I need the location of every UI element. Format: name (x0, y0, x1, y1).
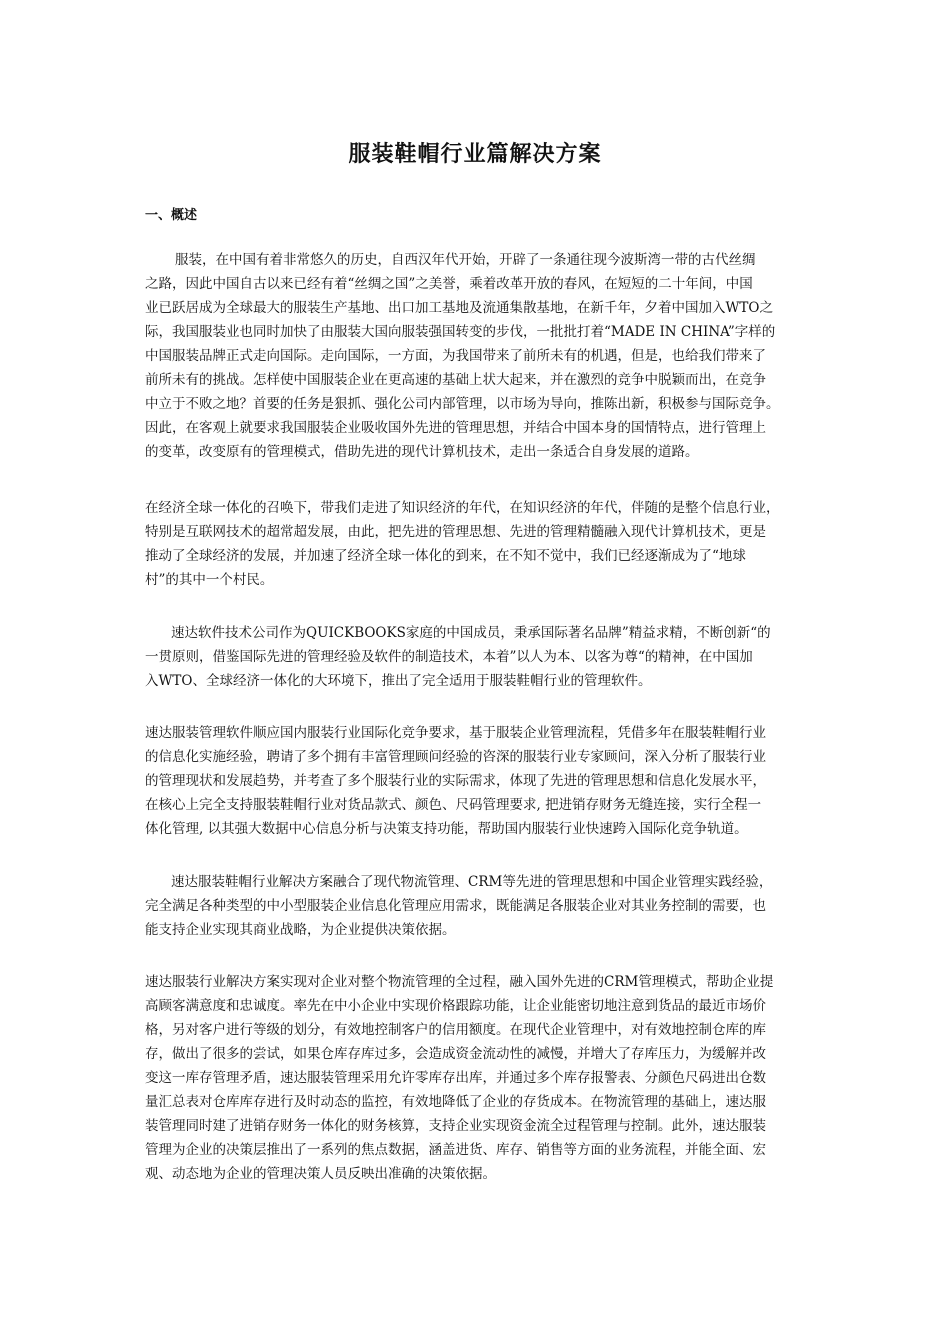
paragraph-line: 高顾客满意度和忠诚度。率先在中小企业中实现价格跟踪功能，让企业能密切地注意到货品的最近市场价 (145, 998, 766, 1014)
paragraph-line: 管理为企业的决策层推出了一系列的焦点数据，涵盖进货、库存、销售等方面的业务流程，并能全面、宏 (145, 1142, 766, 1158)
paragraph-line: 体化管理, 以其强大数据中心信息分析与决策支持功能，帮助国内服装行业快速跨入国际化竞争轨道。 (145, 821, 748, 837)
paragraph-line: 之路，因此中国自古以来已经有着“丝绸之国”之美誉，乘着改革开放的春风，在短短的二十年间，中国 (145, 276, 753, 292)
paragraph-line: 前所未有的挑战。怎样使中国服装企业在更高速的基础上状大起来，并在激烈的竞争中脱颖而出，在竞争 (145, 372, 766, 388)
paragraph-line: 存，做出了很多的尝试，如果仓库存库过多，会造成资金流动性的减慢，并增大了存库压力，为缓解并改 (145, 1046, 766, 1062)
paragraph-4 (145, 721, 820, 841)
paragraph-line: 的信息化实施经验，聘请了多个拥有丰富管理顾问经验的咨深的服装行业专家顾问，深入分析了服装行业 (145, 749, 766, 765)
paragraph-line: 格，另对客户进行等级的划分，有效地控制客户的信用额度。在现代企业管理中，对有效地控制仓库的库 (145, 1022, 766, 1038)
paragraph-line: 际，我国服装业也同时加快了由服装大国向服装强国转变的步伐，一批批打着“MADE IN CHINA”字样的 (145, 324, 776, 340)
paragraph-line: 变这一库存管理矛盾，速达服装管理采用允许零库存出库，并通过多个库存报警表、分颜色尺码进出仓数 (145, 1070, 766, 1086)
paragraph-line: 速达服装鞋帽行业解决方案融合了现代物流管理、CRM等先进的管理思想和中国企业管理实践经验， (171, 874, 773, 890)
paragraph-2 (145, 496, 820, 592)
paragraph-line: 一贯原则，借鉴国际先进的管理经验及软件的制造技术，本着”以人为本、以客为尊“的精神，在中国加 (145, 649, 753, 665)
paragraph-5 (145, 870, 820, 942)
paragraph-line: 完全满足各种类型的中小型服装企业信息化管理应用需求，既能满足各服装企业对其业务控制的需要，也 (145, 898, 766, 914)
section-heading: 一、概述 (145, 208, 198, 223)
paragraph-line: 中国服装品牌正式走向国际。走向国际，一方面，为我国带来了前所未有的机遇，但是，也给我们带来了 (145, 348, 766, 364)
paragraph-line: 中立于不败之地？首要的任务是狠抓、强化公司内部管理，以市场为导向，推陈出新，积极参与国际竞争。 (145, 396, 780, 412)
paragraph-line: 速达软件技术公司作为QUICKBOOKS家庭的中国成员，秉承国际著名品牌”精益求精，不断创新“的 (171, 625, 771, 641)
paragraph-3 (145, 621, 820, 693)
paragraph-line: 速达服装行业解决方案实现对企业对整个物流管理的全过程，融入国外先进的CRM管理模式，帮助企业提 (145, 974, 774, 990)
paragraph-line: 的管理现状和发展趋势，并考查了多个服装行业的实际需求，体现了先进的管理思想和信息化发展水平， (145, 773, 766, 789)
paragraph-line: 因此，在客观上就要求我国服装企业吸收国外先进的管理思想，并结合中国本身的国情特点，进行管理上 (145, 420, 766, 436)
paragraph-line: 速达服装管理软件顺应国内服装行业国际化竞争要求，基于服装企业管理流程，凭借多年在服装鞋帽行业 (145, 725, 766, 741)
paragraph-line: 在核心上完全支持服装鞋帽行业对货品款式、颜色、尺码管理要求, 把进销存财务无缝连接，实行全程一 (145, 797, 762, 813)
paragraph-line: 推动了全球经济的发展，并加速了经济全球一体化的到来，在不知不觉中，我们已经逐渐成为了“地球 (145, 548, 746, 564)
paragraph-6 (145, 970, 820, 1186)
paragraph-line: 服装，在中国有着非常悠久的历史，自西汉年代开始，开辟了一条通往现今波斯湾一带的古代丝绸 (175, 252, 756, 268)
paragraph-line: 业已跃居成为全球最大的服装生产基地、出口加工基地及流通集散基地，在新千年，夕着中国加入WTO之 (145, 300, 773, 316)
paragraph-line: 特别是互联网技术的超常超发展，由此，把先进的管理思想、先进的管理精髓融入现代计算机技术，更是 (145, 524, 766, 540)
paragraph-1 (145, 248, 820, 464)
paragraph-line: 入WTO、全球经济一体化的大环境下，推出了完全适用于服装鞋帽行业的管理软件。 (145, 673, 652, 689)
paragraph-line: 能支持企业实现其商业战略，为企业提供决策依据。 (145, 922, 456, 938)
document-title: 服装鞋帽行业篇解决方案 (348, 142, 602, 167)
paragraph-line: 在经济全球一体化的召唤下，带我们走进了知识经济的年代，在知识经济的年代，伴随的是整个信息行业， (145, 500, 780, 516)
paragraph-line: 的变革，改变原有的管理模式，借助先进的现代计算机技术，走出一条适合自身发展的道路。 (145, 444, 699, 460)
paragraph-line: 装管理同时建了进销存财务一体化的财务核算，支持企业实现资金流全过程管理与控制。此外，速达服装 (145, 1118, 766, 1134)
paragraph-line: 观、动态地为企业的管理决策人员反映出准确的决策依据。 (145, 1166, 496, 1182)
paragraph-line: 量汇总表对仓库库存进行及时动态的监控，有效地降低了企业的存货成本。在物流管理的基础上，速达服 (145, 1094, 766, 1110)
paragraph-line: 村”的其中一个村民。 (145, 572, 274, 588)
